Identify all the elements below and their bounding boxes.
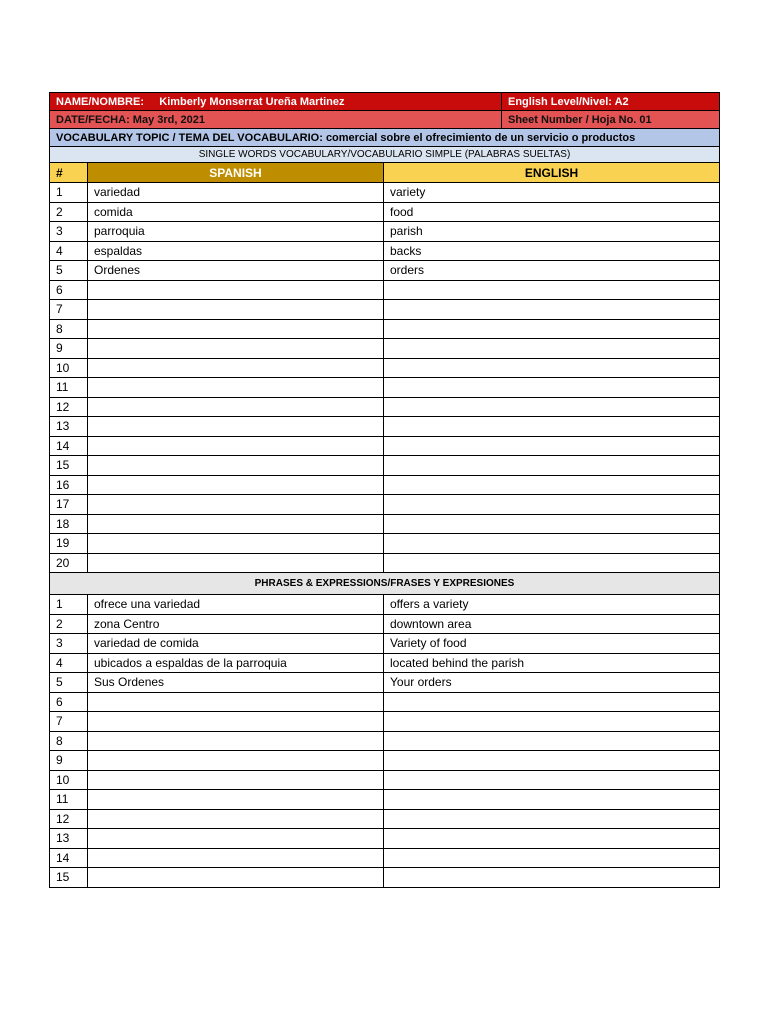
word-number[interactable]: 11 xyxy=(50,378,88,398)
phrase-english[interactable] xyxy=(384,809,720,829)
word-spanish[interactable] xyxy=(88,417,384,437)
topic-row xyxy=(50,129,720,147)
phrase-english[interactable]: located behind the parish xyxy=(384,653,720,673)
phrase-number[interactable]: 11 xyxy=(50,790,88,810)
word-number[interactable]: 14 xyxy=(50,436,88,456)
phrase-number[interactable]: 8 xyxy=(50,731,88,751)
phrase-number[interactable]: 6 xyxy=(50,692,88,712)
phrase-english[interactable] xyxy=(384,692,720,712)
phrase-english[interactable] xyxy=(384,868,720,888)
word-english[interactable] xyxy=(384,280,720,300)
word-row xyxy=(50,241,720,261)
word-row xyxy=(50,222,720,242)
phrase-number[interactable]: 10 xyxy=(50,770,88,790)
word-spanish[interactable] xyxy=(88,534,384,554)
word-english[interactable]: orders xyxy=(384,261,720,281)
word-english[interactable] xyxy=(384,300,720,320)
word-english[interactable] xyxy=(384,378,720,398)
word-spanish[interactable] xyxy=(88,553,384,573)
phrase-number[interactable]: 15 xyxy=(50,868,88,888)
word-spanish[interactable] xyxy=(88,475,384,495)
col-spanish-header: SPANISH xyxy=(88,163,384,183)
date-row xyxy=(50,111,720,129)
phrase-row xyxy=(50,868,720,888)
english-level: English Level/Nivel: A2 xyxy=(502,93,720,111)
phrase-row xyxy=(50,770,720,790)
word-row xyxy=(50,280,720,300)
word-number[interactable]: 4 xyxy=(50,241,88,261)
word-number[interactable]: 19 xyxy=(50,534,88,554)
word-number[interactable]: 6 xyxy=(50,280,88,300)
phrase-row xyxy=(50,829,720,849)
word-spanish[interactable]: comida xyxy=(88,202,384,222)
phrase-row xyxy=(50,848,720,868)
word-english[interactable]: food xyxy=(384,202,720,222)
word-english[interactable] xyxy=(384,456,720,476)
word-number[interactable]: 7 xyxy=(50,300,88,320)
word-number[interactable]: 20 xyxy=(50,553,88,573)
phrase-english[interactable]: offers a variety xyxy=(384,595,720,615)
name-cell xyxy=(50,93,502,111)
word-english[interactable] xyxy=(384,319,720,339)
word-spanish[interactable] xyxy=(88,378,384,398)
word-row xyxy=(50,397,720,417)
phrase-number[interactable]: 13 xyxy=(50,829,88,849)
phrase-english[interactable] xyxy=(384,848,720,868)
word-row xyxy=(50,456,720,476)
word-row xyxy=(50,495,720,515)
phrase-spanish[interactable] xyxy=(88,770,384,790)
phrase-spanish[interactable]: zona Centro xyxy=(88,614,384,634)
phrase-spanish[interactable] xyxy=(88,868,384,888)
word-row xyxy=(50,534,720,554)
phrase-english[interactable] xyxy=(384,770,720,790)
word-spanish[interactable]: variedad xyxy=(88,183,384,203)
topic-label: VOCABULARY TOPIC / TEMA DEL VOCABULARIO: xyxy=(56,131,323,144)
name-label: NAME/NOMBRE: xyxy=(56,95,144,108)
word-number[interactable]: 2 xyxy=(50,202,88,222)
phrase-number[interactable]: 3 xyxy=(50,634,88,654)
word-row xyxy=(50,202,720,222)
phrase-number[interactable]: 2 xyxy=(50,614,88,634)
phrase-row xyxy=(50,731,720,751)
word-number[interactable]: 13 xyxy=(50,417,88,437)
vocabulary-sheet xyxy=(49,92,720,888)
phrase-english[interactable] xyxy=(384,790,720,810)
phrase-spanish[interactable]: ofrece una variedad xyxy=(88,595,384,615)
phrase-row xyxy=(50,809,720,829)
word-row xyxy=(50,475,720,495)
word-english[interactable] xyxy=(384,475,720,495)
phrase-spanish[interactable]: ubicados a espaldas de la parroquia xyxy=(88,653,384,673)
word-english[interactable]: backs xyxy=(384,241,720,261)
word-row xyxy=(50,339,720,359)
phrase-english[interactable] xyxy=(384,731,720,751)
phrase-number[interactable]: 7 xyxy=(50,712,88,732)
phrase-spanish[interactable] xyxy=(88,731,384,751)
word-number[interactable]: 9 xyxy=(50,339,88,359)
col-number-header: # xyxy=(50,163,88,183)
sheet-number: Sheet Number / Hoja No. 01 xyxy=(502,111,720,129)
word-spanish[interactable] xyxy=(88,495,384,515)
phrase-spanish[interactable] xyxy=(88,751,384,771)
word-english[interactable] xyxy=(384,436,720,456)
word-row xyxy=(50,553,720,573)
word-number[interactable]: 1 xyxy=(50,183,88,203)
word-row xyxy=(50,358,720,378)
word-spanish[interactable] xyxy=(88,339,384,359)
word-row xyxy=(50,300,720,320)
phrase-row xyxy=(50,653,720,673)
student-name: Kimberly Monserrat Ureña Martinez xyxy=(159,95,345,108)
name-row xyxy=(50,93,720,111)
phrase-number[interactable]: 12 xyxy=(50,809,88,829)
phrases-title: PHRASES & EXPRESSIONS/FRASES Y EXPRESIONES xyxy=(50,573,720,595)
word-english[interactable] xyxy=(384,495,720,515)
word-spanish[interactable] xyxy=(88,280,384,300)
word-number[interactable]: 3 xyxy=(50,222,88,242)
phrase-number[interactable]: 1 xyxy=(50,595,88,615)
word-number[interactable]: 8 xyxy=(50,319,88,339)
word-row xyxy=(50,319,720,339)
word-row xyxy=(50,183,720,203)
col-english-header: ENGLISH xyxy=(384,163,720,183)
word-spanish[interactable]: parroquia xyxy=(88,222,384,242)
word-spanish[interactable] xyxy=(88,358,384,378)
column-header-row xyxy=(50,163,720,183)
word-spanish[interactable] xyxy=(88,397,384,417)
word-number[interactable]: 17 xyxy=(50,495,88,515)
topic-cell xyxy=(50,129,720,147)
phrase-english[interactable]: Your orders xyxy=(384,673,720,693)
word-number[interactable]: 12 xyxy=(50,397,88,417)
word-row xyxy=(50,417,720,437)
word-number[interactable]: 15 xyxy=(50,456,88,476)
phrase-spanish[interactable]: variedad de comida xyxy=(88,634,384,654)
single-words-title-row xyxy=(50,147,720,163)
date-cell: DATE/FECHA: May 3rd, 2021 xyxy=(50,111,502,129)
phrase-row xyxy=(50,712,720,732)
word-number[interactable]: 5 xyxy=(50,261,88,281)
phrases-title-row xyxy=(50,573,720,595)
phrase-row xyxy=(50,673,720,693)
phrase-english[interactable] xyxy=(384,712,720,732)
phrase-row xyxy=(50,595,720,615)
phrase-spanish[interactable] xyxy=(88,712,384,732)
phrase-number[interactable]: 9 xyxy=(50,751,88,771)
phrase-row xyxy=(50,751,720,771)
phrase-spanish[interactable]: Sus Ordenes xyxy=(88,673,384,693)
word-row xyxy=(50,436,720,456)
word-spanish[interactable] xyxy=(88,456,384,476)
word-english[interactable] xyxy=(384,534,720,554)
phrase-number[interactable]: 14 xyxy=(50,848,88,868)
word-english[interactable] xyxy=(384,417,720,437)
phrase-number[interactable]: 4 xyxy=(50,653,88,673)
word-spanish[interactable]: Ordenes xyxy=(88,261,384,281)
single-words-title: SINGLE WORDS VOCABULARY/VOCABULARIO SIMPLE (PALABRAS SUELTAS) xyxy=(50,147,720,163)
word-spanish[interactable] xyxy=(88,514,384,534)
word-english[interactable]: variety xyxy=(384,183,720,203)
word-number[interactable]: 16 xyxy=(50,475,88,495)
phrase-spanish[interactable] xyxy=(88,790,384,810)
word-english[interactable] xyxy=(384,514,720,534)
phrase-row xyxy=(50,614,720,634)
phrase-spanish[interactable] xyxy=(88,809,384,829)
phrase-row xyxy=(50,692,720,712)
phrase-spanish[interactable] xyxy=(88,848,384,868)
word-row xyxy=(50,378,720,398)
phrase-english[interactable] xyxy=(384,751,720,771)
word-row xyxy=(50,514,720,534)
phrase-row xyxy=(50,634,720,654)
phrase-english[interactable]: downtown area xyxy=(384,614,720,634)
phrase-spanish[interactable] xyxy=(88,829,384,849)
word-english[interactable] xyxy=(384,339,720,359)
word-english[interactable] xyxy=(384,553,720,573)
topic-value: comercial sobre el ofrecimiento de un servicio o productos xyxy=(325,131,636,144)
word-spanish[interactable] xyxy=(88,436,384,456)
phrase-number[interactable]: 5 xyxy=(50,673,88,693)
word-row xyxy=(50,261,720,281)
word-number[interactable]: 10 xyxy=(50,358,88,378)
word-spanish[interactable] xyxy=(88,319,384,339)
word-english[interactable]: parish xyxy=(384,222,720,242)
phrase-english[interactable]: Variety of food xyxy=(384,634,720,654)
word-number[interactable]: 18 xyxy=(50,514,88,534)
word-english[interactable] xyxy=(384,358,720,378)
phrase-spanish[interactable] xyxy=(88,692,384,712)
word-english[interactable] xyxy=(384,397,720,417)
word-spanish[interactable]: espaldas xyxy=(88,241,384,261)
word-spanish[interactable] xyxy=(88,300,384,320)
phrase-english[interactable] xyxy=(384,829,720,849)
phrase-row xyxy=(50,790,720,810)
